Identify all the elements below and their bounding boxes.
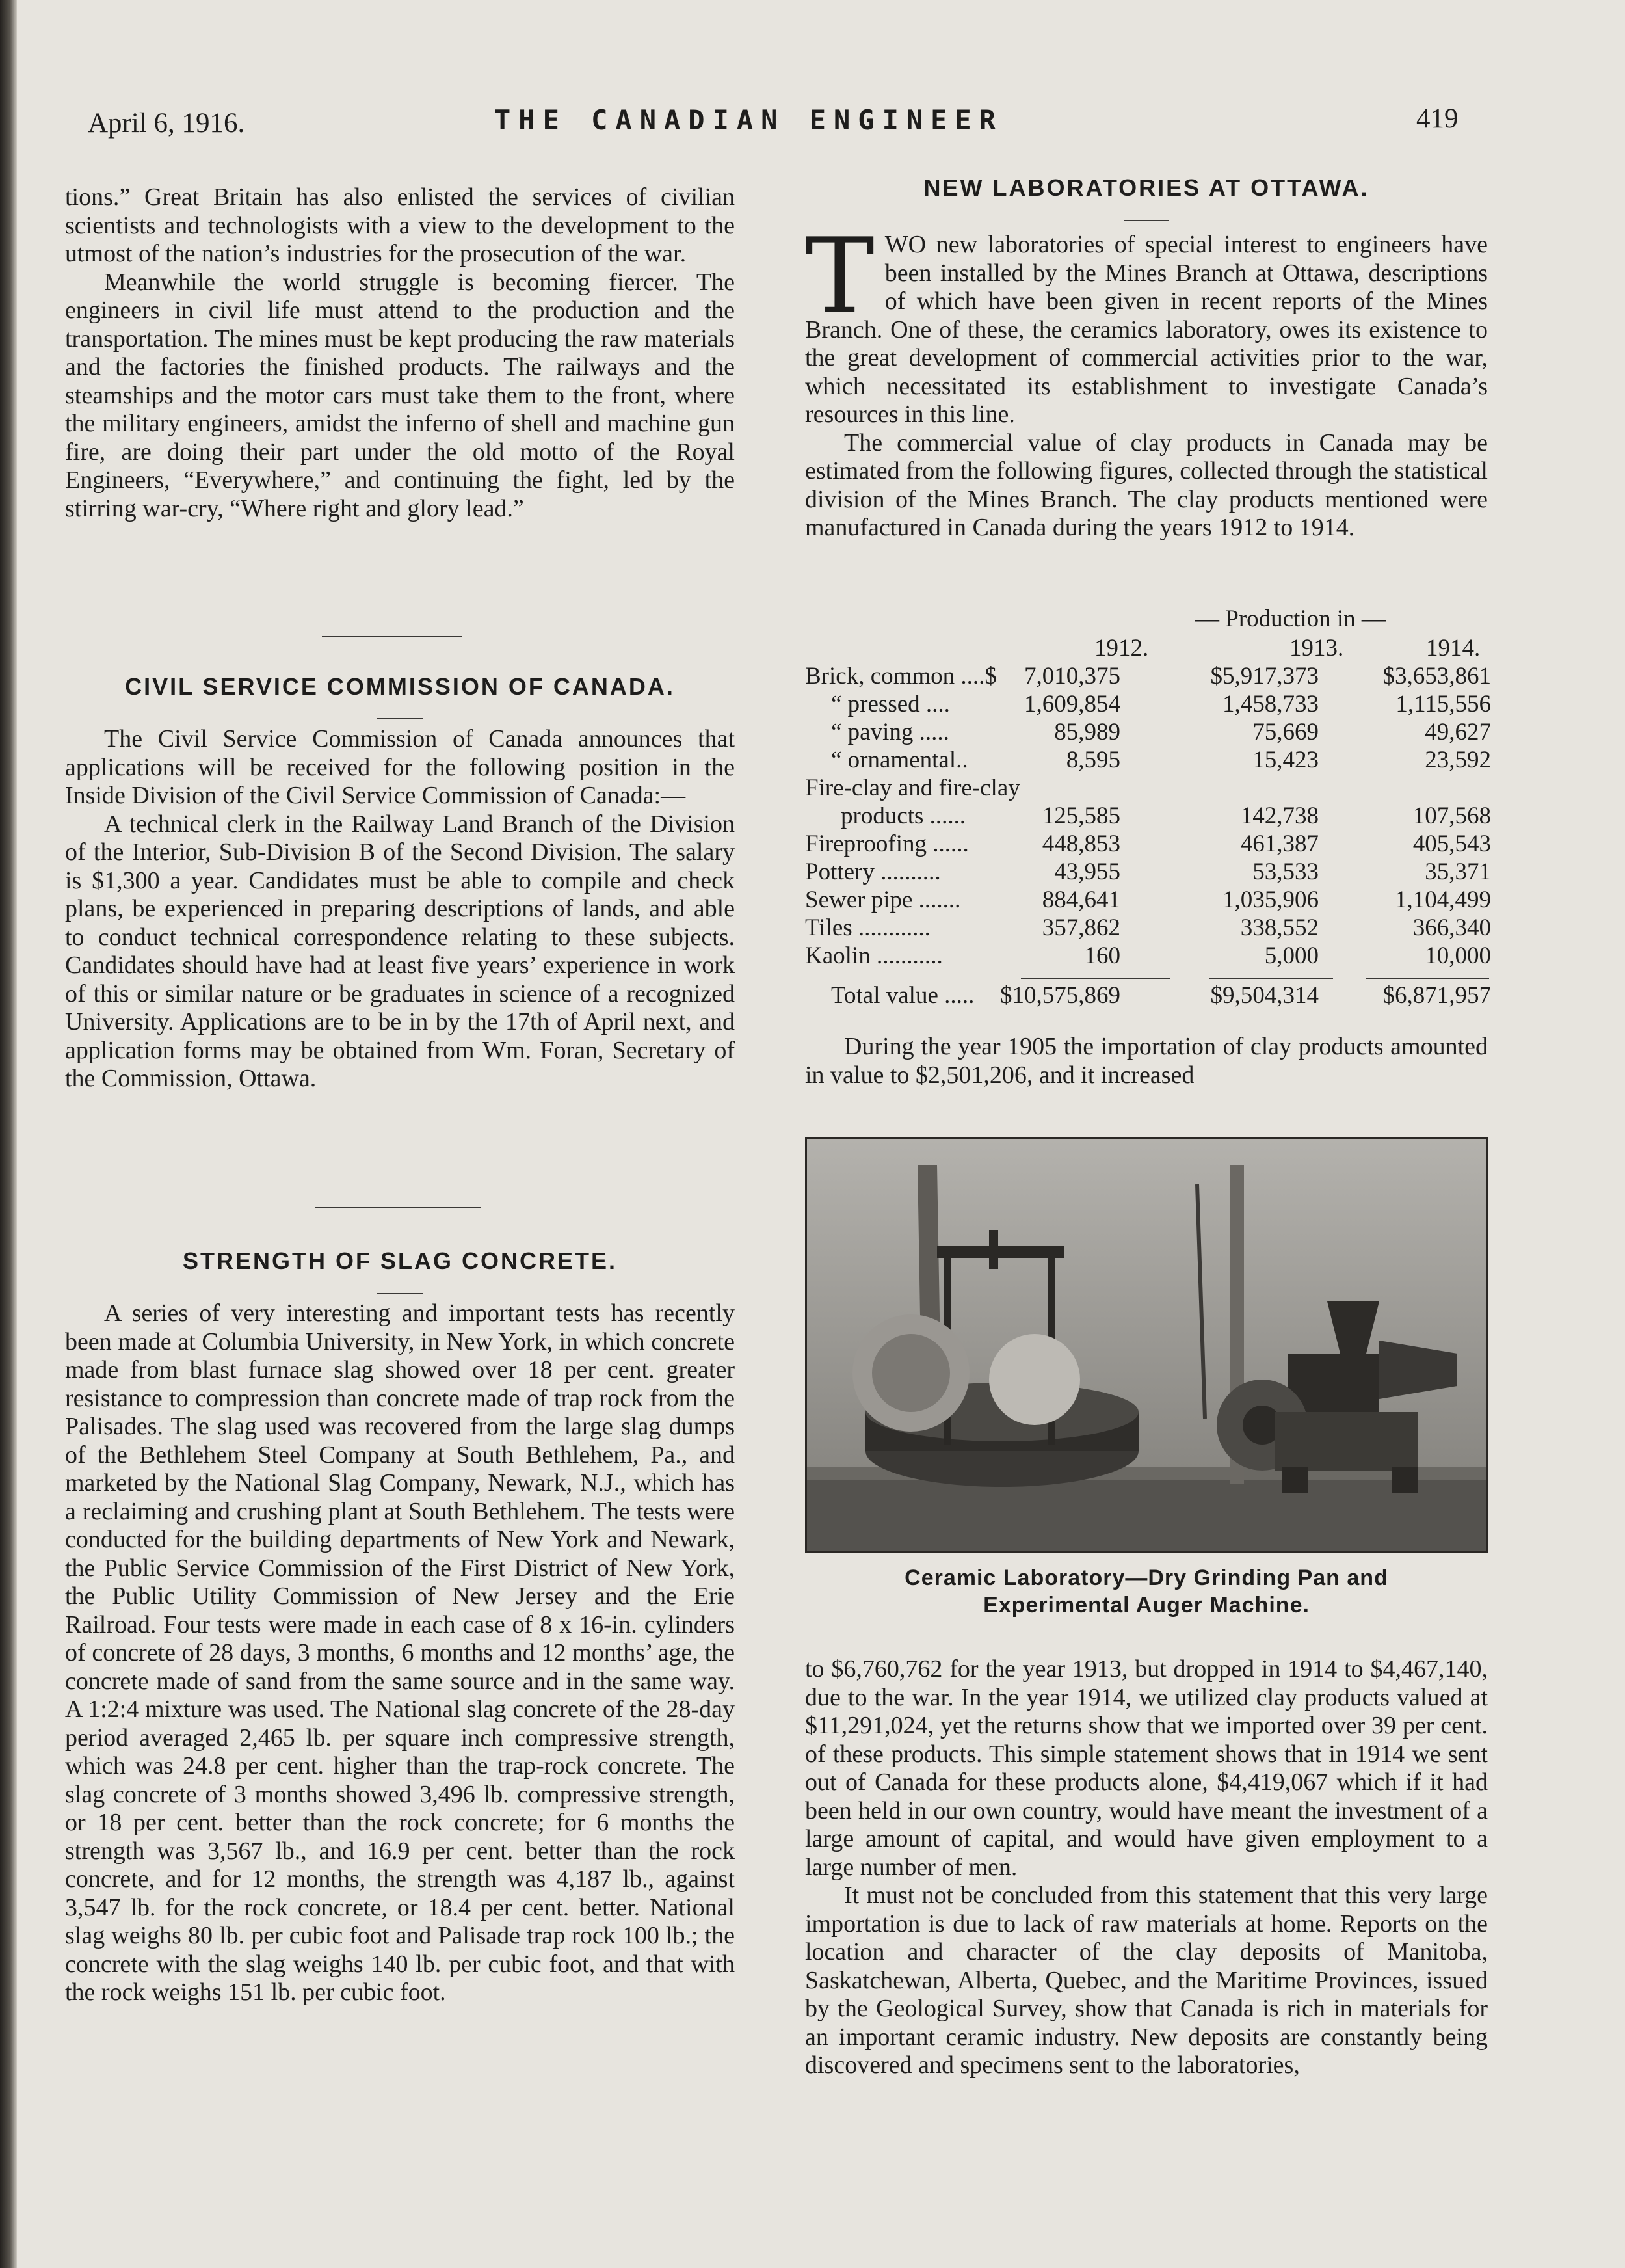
laboratories-paragraph-4: to $6,760,762 for the year 1913, but dropped in 1914 to $4,467,140, due to the war. In the year 1914, we utilized clay products valued at $11,291,024, yet the returns show that we imported over 39 per cent. of these products. This simple statement shows that in 1914 we sent out of Canada for these products alone, $4,419,067 which if it had been held in our own country, would have meant the investment of a large amount of capital, and would have given employment to a large number of men. — [805, 1655, 1488, 1881]
laboratories-paragraph-1: WO new laboratories of special interest to engineers have been installed by the Mines Branch at Ottawa, descriptions of which have been given in recent reports of the Mines Branch. One of these, the ceramics laboratory, owes its existence to the great development of commercial activities prior to the war, which necessitated its establishment to investigate Canada’s resources in this line. — [805, 231, 1488, 428]
laboratories-paragraph-2: The commercial value of clay products in Canada may be estimated from the following figures, collected through the statistical division of the Mines Branch. The clay products mentioned were manufactured in Canada during the years 1912 to 1914. — [805, 429, 1488, 541]
value-1914: 1,104,499 — [1395, 887, 1491, 913]
photo-caption — [805, 1564, 1488, 1619]
issue-date: April 6, 1916. — [88, 108, 245, 139]
value-1913: 338,552 — [1240, 914, 1319, 941]
total-1912: $10,575,869 — [1000, 982, 1120, 1009]
civil-service-article — [65, 725, 735, 1093]
laboratories-heading: NEW LABORATORIES AT OTTAWA. — [923, 174, 1369, 201]
slag-concrete-article — [65, 1300, 735, 2007]
row-label: “ paving ..... — [831, 719, 949, 745]
importation-paragraph-block — [805, 1033, 1488, 1089]
value-1913: 461,387 — [1240, 831, 1319, 857]
total-row — [805, 981, 1491, 1009]
civil-service-paragraph-2: A technical clerk in the Railway Land Branch of the Division of the Interior, Sub-Division B of the Second Division. The salary is $1,300 a year. Candidates must be able to compile and check plans, be experienced in preparing descriptions of lands, and able to conduct technical correspondence relating to these subjects. Candidates should have had at least five years’ experience in work of this or similar nature or be graduates in science of a recognized University. Applications are to be in by the 17th of April next, and application forms may be obtained from Wm. Foran, Secretary of the Commission, Ottawa. — [65, 810, 735, 1092]
journal-title: THE CANADIAN ENGINEER — [494, 104, 1004, 136]
row-label: products ...... — [841, 803, 966, 829]
row-label: “ pressed .... — [831, 691, 950, 717]
year-1913: 1913. — [1289, 635, 1344, 661]
heading-underline — [377, 1293, 423, 1294]
clay-production-table — [805, 662, 1491, 1009]
intro-paragraph-2: Meanwhile the world struggle is becoming fiercer. The engineers in civil life must attend to the production and the transportation. The mines must be kept producing the raw materials and the factories the finished products. The railways and the steamships and the motor cars must take them to the front, where the military engineers, amidst the inferno of shell and machine gun fire, are doing their part under the old motto of the Royal Engineers, “Everywhere,” and continuing the fight, led by the stirring war-cry, “Where right and glory lead.” — [65, 268, 735, 522]
sum-rule — [1021, 978, 1170, 979]
value-1913: 142,738 — [1240, 803, 1319, 829]
table-row — [805, 886, 1491, 914]
sum-rule — [1366, 978, 1489, 979]
heading-underline — [377, 718, 423, 719]
intro-continuation — [65, 183, 735, 523]
value-1912: 7,010,375 — [1024, 663, 1120, 689]
table-row — [805, 830, 1491, 858]
caption-line-2: Experimental Auger Machine. — [983, 1593, 1310, 1618]
page-binding-edge — [0, 0, 17, 2268]
laboratories-paragraph-3: During the year 1905 the importation of clay products amounted in value to $2,501,206, and it increased — [805, 1033, 1488, 1089]
value-1914: 107,568 — [1412, 803, 1491, 829]
row-label: “ ornamental.. — [831, 747, 968, 773]
value-1912: 125,585 — [1042, 803, 1120, 829]
ceramic-laboratory-photo — [805, 1137, 1488, 1553]
row-label: Brick, common ....$ — [805, 663, 997, 689]
value-1912: 448,853 — [1042, 831, 1120, 857]
drop-cap: T — [805, 215, 875, 337]
row-label: Fireproofing ...... — [805, 831, 969, 857]
value-1913: 75,669 — [1252, 719, 1319, 745]
photo-illustration — [807, 1139, 1486, 1551]
value-1912: 1,609,854 — [1024, 691, 1120, 717]
heading-underline — [1124, 220, 1169, 221]
value-1912: 8,595 — [1066, 747, 1120, 773]
table-row — [805, 746, 1491, 774]
value-1912: 884,641 — [1042, 887, 1120, 913]
value-1912: 357,862 — [1042, 914, 1120, 941]
value-1914: 405,543 — [1412, 831, 1491, 857]
value-1914: 10,000 — [1425, 942, 1491, 969]
row-label: Kaolin ........... — [805, 942, 943, 969]
sum-rule — [1209, 978, 1333, 979]
value-1914: $3,653,861 — [1382, 663, 1491, 689]
section-divider — [322, 636, 462, 637]
table-row — [805, 942, 1491, 970]
row-label: Tiles ............ — [805, 914, 931, 941]
value-1912: 85,989 — [1054, 719, 1120, 745]
table-row — [805, 802, 1491, 830]
imports-article-continued — [805, 1655, 1488, 2080]
value-1914: 23,592 — [1425, 747, 1491, 773]
value-1913: 1,458,733 — [1222, 691, 1319, 717]
laboratories-paragraph-5: It must not be concluded from this statement that this very large importation is due to lack of raw materials at home. Reports on the location and character of the clay deposits of Manitoba, Saskatchewan, Alberta, Quebec, and the Maritime Provinces, issued by the Geological Survey, show that Canada is rich in materials for an important ceramic industry. New deposits are constantly being discovered and specimens sent to the laboratories, — [805, 1882, 1488, 2079]
table-row — [805, 718, 1491, 746]
value-1913: $5,917,373 — [1210, 663, 1319, 689]
slag-concrete-heading: STRENGTH OF SLAG CONCRETE. — [182, 1247, 617, 1274]
table-row — [805, 914, 1491, 942]
value-1913: 1,035,906 — [1222, 887, 1319, 913]
total-1914: $6,871,957 — [1382, 982, 1491, 1009]
caption-line-1: Ceramic Laboratory—Dry Grinding Pan and — [905, 1566, 1388, 1590]
value-1912: 160 — [1084, 942, 1120, 969]
value-1914: 49,627 — [1425, 719, 1491, 745]
intro-paragraph-1: tions.” Great Britain has also enlisted the services of civilian scientists and technologists with a view to the development to the utmost of the nation’s industries for the prosecution of the war. — [65, 183, 735, 267]
row-label: Pottery .......... — [805, 859, 941, 885]
value-1913: 5,000 — [1264, 942, 1319, 969]
table-row — [805, 662, 1491, 690]
value-1914: 1,115,556 — [1395, 691, 1491, 717]
page-number: 419 — [1416, 103, 1459, 134]
table-row — [805, 774, 1491, 802]
value-1912: 43,955 — [1054, 859, 1120, 885]
section-divider — [315, 1207, 481, 1208]
year-1914: 1914. — [1426, 635, 1481, 661]
civil-service-paragraph-1: The Civil Service Commission of Canada announces that applications will be received for the following position in the Inside Division of the Civil Service Commission of Canada:— — [65, 725, 735, 809]
row-label: Sewer pipe ....... — [805, 887, 961, 913]
value-1914: 35,371 — [1425, 859, 1491, 885]
table-row — [805, 690, 1491, 718]
production-super-header: — Production in — — [1195, 606, 1386, 632]
total-1913: $9,504,314 — [1210, 982, 1319, 1009]
total-label: Total value ..... — [831, 982, 975, 1009]
value-1913: 15,423 — [1252, 747, 1319, 773]
year-1912: 1912. — [1094, 635, 1149, 661]
value-1913: 53,533 — [1252, 859, 1319, 885]
laboratories-intro — [805, 215, 1488, 542]
table-row — [805, 858, 1491, 886]
slag-concrete-paragraph: A series of very interesting and important tests has recently been made at Columbia University, in New York, in which concrete made from blast furnace slag showed over 18 per cent. greater resistance to compression than concrete made of trap rock from the Palisades. The slag used was recovered from the large slag dumps of the Bethlehem Steel Company at South Bethlehem, Pa., and marketed by the National Slag Company, Newark, N.J., which has a reclaiming and crushing plant at South Bethlehem. The tests were conducted for the building departments of New York and Newark, the Public Service Commission of the First District of New York, the Public Utility Commission of New Jersey and the Erie Railroad. Four tests were made in each case of 8 x 16-in. cylinders of concrete of 28 days, 3 months, 6 months and 12 months’ age, the concrete made of sand from the same source and in the same way. A 1:2:4 mixture was used. The National slag concrete of the 28-day period averaged 2,465 lb. per square inch compressive strength, which was 24.8 per cent. higher than the trap-rock concrete. The slag concrete of 3 months showed 3,496 lb. compressive strength, or 18 per cent. better than the rock concrete; for 6 months the strength was 3,567 lb., and 16.9 per cent. better than the rock concrete, and for 12 months, the strength was 4,187 lb., against 3,547 lb. for the rock concrete, or 18.4 per cent. better. National slag weighs 80 lb. per cubic foot and Palisade trap rock 100 lb.; the concrete with the slag weighs 140 lb. per cubic foot, and that with the rock weighs 151 lb. per cubic foot. — [65, 1300, 735, 2006]
row-label: Fire-clay and fire-clay — [805, 775, 1020, 801]
civil-service-heading: CIVIL SERVICE COMMISSION OF CANADA. — [125, 673, 675, 700]
value-1914: 366,340 — [1412, 914, 1491, 941]
